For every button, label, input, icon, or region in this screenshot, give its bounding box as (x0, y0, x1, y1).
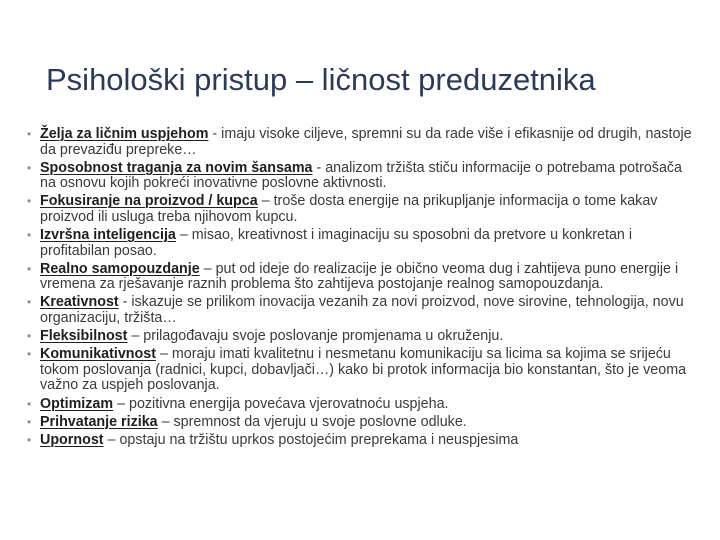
bullet-item (27, 193, 700, 225)
bullet-term: Sposobnost traganja za novim šansama (40, 159, 313, 176)
bullet-dot-icon: • (27, 329, 32, 344)
slide-title: Psihološki pristup – ličnost preduzetnika (46, 62, 596, 97)
bullet-dot-icon: • (27, 432, 32, 447)
bullet-description: - imaju visoke ciljeve, spremni su da rade više i efikasnije od drugih, nastoje da prevaziđu prepreke… (40, 126, 692, 158)
bullet-list (27, 126, 700, 451)
bullet-description: - analizom tržišta stiču informacije o potrebama potrošača na osnovu kojih pokreći inovativne poslovne aktivnosti. (40, 159, 683, 192)
bullet-term: Želja za ličnim uspjehom (40, 126, 209, 142)
bullet-dot-icon: • (27, 261, 32, 276)
bullet-item (27, 227, 700, 259)
bullet-description: – opstaju na tržištu uprkos postojećim preprekama i neuspjesima (103, 431, 519, 448)
bullet-item (27, 159, 700, 192)
bullet-item (27, 260, 700, 293)
bullet-description: - iskazuje se prilikom inovacija vezanih za novi proizvod, nove sirovine, tehnologija, novu organizaciju, tržišta… (40, 294, 684, 327)
bullet-dot-icon: • (27, 127, 32, 141)
bullet-description: – troše dosta energije na prikupljanje informacija o tome kakav proizvod ili usluga treba njihovom kupcu. (40, 193, 658, 225)
bullet-description: – pozitivna energija povećava vjerovatnoću uspjeha. (113, 395, 449, 412)
bullet-item (27, 346, 700, 394)
bullet-description: – prilagođavaju svoje poslovanje promjenama u okruženju. (127, 328, 504, 345)
bullet-dot-icon: • (27, 160, 32, 175)
bullet-item (27, 413, 700, 431)
bullet-item (27, 294, 700, 327)
bullet-term: Prihvatanje rizika (40, 413, 158, 430)
bullet-item (27, 126, 700, 158)
bullet-term: Kreativnost (40, 294, 119, 311)
bullet-item (27, 395, 700, 413)
bullet-dot-icon: • (27, 194, 32, 209)
bullet-description: – moraju imati kvalitetnu i nesmetanu komunikaciju sa licima sa kojima se srijeću tokom poslovanja (radnici, kupci, dobavljači…) kako bi protok informacija bio konstantan, što je veoma važno za uspjeh poslovanja. (40, 346, 687, 394)
bullet-term: Optimizam (40, 395, 114, 412)
bullet-dot-icon: • (27, 414, 32, 429)
slide-header-band (0, 0, 720, 30)
bullet-description: – misao, kreativnost i imaginaciju su sposobni da pretvore u konkretan i profitabilan posao. (40, 227, 633, 259)
bullet-dot-icon: • (27, 396, 32, 411)
bullet-term: Fokusiranje na proizvod / kupca (40, 193, 258, 210)
bullet-dot-icon: • (27, 347, 32, 362)
bullet-description: – spremnost da vjeruju u svoje poslovne odluke. (157, 413, 467, 430)
bullet-item (27, 328, 700, 345)
bullet-term: Upornost (40, 431, 104, 448)
bullet-dot-icon: • (27, 228, 32, 243)
bullet-description: – put od ideje do realizacije je obično veoma dug i zahtijeva puno energije i vremena za rješavanje raznih problema što zahtijeva postojanje realnog samopouzdanja. (40, 260, 679, 293)
bullet-dot-icon: • (27, 295, 32, 310)
bullet-term: Komunikativnost (40, 346, 156, 363)
bullet-item (27, 431, 700, 449)
bullet-term: Realno samopouzdanje (40, 260, 200, 277)
bullet-term: Izvršna inteligencija (40, 227, 176, 244)
bullet-term: Fleksibilnost (40, 328, 128, 345)
